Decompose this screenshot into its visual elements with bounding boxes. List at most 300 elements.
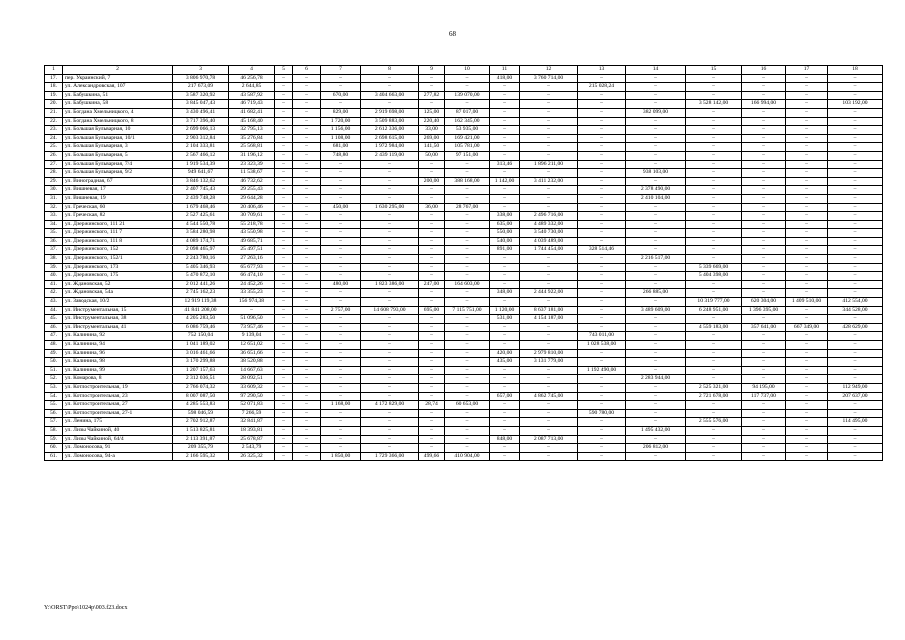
value-cell: – [578, 74, 626, 83]
value-cell: 277,82 [419, 91, 445, 100]
value-cell: – [626, 134, 686, 143]
value-cell: – [275, 409, 293, 418]
value-cell: – [321, 246, 361, 255]
value-cell: – [520, 426, 578, 435]
value-cell: 657,00 [490, 392, 520, 401]
value-cell: 3 846 132,62 [173, 177, 229, 186]
value-cell: 30 709,61 [229, 212, 275, 221]
value-cell: – [786, 143, 828, 152]
table-row [45, 315, 883, 324]
value-cell: – [520, 186, 578, 195]
value-cell: – [828, 452, 883, 461]
value-cell: 2 104 333,81 [173, 143, 229, 152]
value-cell: 43 587,92 [229, 91, 275, 100]
value-cell: – [490, 108, 520, 117]
value-cell: 531,00 [490, 315, 520, 324]
address-cell: ул. Комарова, 8 [63, 375, 173, 384]
value-cell: – [786, 341, 828, 350]
value-cell: – [786, 194, 828, 203]
value-cell: – [490, 341, 520, 350]
value-cell: 28 092,51 [229, 375, 275, 384]
value-cell: 7 115 751,00 [445, 306, 490, 315]
value-cell: – [520, 117, 578, 126]
value-cell: – [419, 375, 445, 384]
value-cell: – [786, 452, 828, 461]
table-row [45, 255, 883, 264]
value-cell: – [445, 255, 490, 264]
value-cell: – [419, 246, 445, 255]
value-cell: 2 098 465,97 [173, 246, 229, 255]
address-cell: ул. Богдана Хмельницкого, 8 [63, 117, 173, 126]
value-cell: 1 972 984,00 [361, 143, 419, 152]
value-cell: – [293, 298, 321, 307]
value-cell: 4 154 187,00 [520, 315, 578, 324]
value-cell: 338,00 [490, 212, 520, 221]
value-cell: 2 243 780,16 [173, 255, 229, 264]
value-cell: – [828, 255, 883, 264]
table-row [45, 358, 883, 367]
value-cell: 14 667,63 [229, 366, 275, 375]
value-cell: 97 151,00 [445, 151, 490, 160]
value-cell: – [275, 126, 293, 135]
value-cell: 125,00 [419, 108, 445, 117]
value-cell: 2 439 119,00 [361, 151, 419, 160]
value-cell: 266 885,00 [626, 289, 686, 298]
table-row [45, 177, 883, 186]
value-cell: – [578, 212, 626, 221]
value-cell: 1 896 211,00 [520, 160, 578, 169]
value-cell: 4 544 550,78 [173, 220, 229, 229]
value-cell: – [275, 134, 293, 143]
value-cell: – [293, 426, 321, 435]
value-cell: 215 028,24 [578, 83, 626, 92]
value-cell: – [520, 100, 578, 109]
value-cell: – [686, 349, 742, 358]
table-row [45, 289, 883, 298]
value-cell: – [626, 160, 686, 169]
value-cell: – [321, 74, 361, 83]
value-cell: – [419, 426, 445, 435]
value-cell: 4 089 174,71 [173, 237, 229, 246]
value-cell: – [275, 280, 293, 289]
value-cell: – [275, 263, 293, 272]
value-cell: – [445, 375, 490, 384]
value-cell: – [445, 229, 490, 238]
value-cell: 344 528,00 [828, 306, 883, 315]
value-cell: 28,74 [419, 401, 445, 410]
value-cell: – [828, 444, 883, 453]
value-cell: – [786, 332, 828, 341]
value-cell: – [626, 177, 686, 186]
value-cell: – [578, 298, 626, 307]
value-cell: – [786, 435, 828, 444]
value-cell: – [490, 323, 520, 332]
value-cell: 2 699 066,13 [173, 126, 229, 135]
row-number-cell: 45. [45, 315, 63, 324]
value-cell: 4 489 332,00 [520, 220, 578, 229]
value-cell: – [686, 186, 742, 195]
value-cell: – [361, 444, 419, 453]
value-cell: 52 071,83 [229, 401, 275, 410]
value-cell: 2 012 441,26 [173, 280, 229, 289]
value-cell: – [293, 203, 321, 212]
value-cell: – [786, 409, 828, 418]
table-row [45, 392, 883, 401]
value-cell: – [578, 435, 626, 444]
value-cell: 27 263,16 [229, 255, 275, 264]
value-cell: – [626, 237, 686, 246]
value-cell: – [626, 366, 686, 375]
value-cell: – [275, 426, 293, 435]
value-cell: – [626, 341, 686, 350]
value-cell: – [686, 220, 742, 229]
table-row [45, 229, 883, 238]
value-cell: – [275, 203, 293, 212]
value-cell: 6 086 759,46 [173, 323, 229, 332]
value-cell: – [321, 186, 361, 195]
value-cell: 3 404 663,00 [361, 91, 419, 100]
row-number-cell: 46. [45, 323, 63, 332]
value-cell: – [361, 177, 419, 186]
value-cell: – [275, 83, 293, 92]
value-cell: – [361, 83, 419, 92]
row-number-cell: 33. [45, 212, 63, 221]
value-cell: – [828, 151, 883, 160]
value-cell: 105 781,00 [445, 143, 490, 152]
value-cell: 43 550,98 [229, 229, 275, 238]
value-cell: – [626, 323, 686, 332]
value-cell: – [321, 358, 361, 367]
value-cell: – [275, 418, 293, 427]
value-cell: – [686, 401, 742, 410]
value-cell: 41 841 208,00 [173, 306, 229, 315]
value-cell: – [578, 452, 626, 461]
value-cell: – [626, 358, 686, 367]
value-cell: – [686, 203, 742, 212]
value-cell: – [520, 298, 578, 307]
value-cell: – [742, 366, 786, 375]
row-number-cell: 47. [45, 332, 63, 341]
value-cell: 635,00 [490, 220, 520, 229]
address-cell: ул. Инструментальная, 38 [63, 315, 173, 324]
value-cell: – [229, 306, 275, 315]
value-cell: – [626, 74, 686, 83]
value-cell: 3 430 496,41 [173, 108, 229, 117]
value-cell: – [321, 349, 361, 358]
value-cell: 499,66 [419, 452, 445, 461]
value-cell: 3 584 280,98 [173, 229, 229, 238]
table-row [45, 108, 883, 117]
value-cell: 5 405 346,93 [173, 263, 229, 272]
value-cell: – [626, 126, 686, 135]
value-cell: 1 108,00 [321, 134, 361, 143]
value-cell: – [445, 409, 490, 418]
value-cell: – [293, 143, 321, 152]
row-number-cell: 55. [45, 401, 63, 410]
value-cell: 1 729 366,00 [361, 452, 419, 461]
value-cell: – [786, 280, 828, 289]
value-cell: – [578, 444, 626, 453]
row-number-cell: 51. [45, 366, 63, 375]
value-cell: – [786, 246, 828, 255]
column-header: 9 [419, 66, 445, 75]
value-cell: – [293, 246, 321, 255]
address-cell: ул. Ждановская, 54а [63, 289, 173, 298]
value-cell: – [742, 177, 786, 186]
value-cell: – [419, 83, 445, 92]
address-cell: ул. Вишневая, 17 [63, 186, 173, 195]
row-number-cell: 29. [45, 177, 63, 186]
value-cell: – [786, 392, 828, 401]
value-cell: 33 609,32 [229, 383, 275, 392]
value-cell: – [275, 366, 293, 375]
value-cell: 4 205 283,50 [173, 315, 229, 324]
value-cell: 435,00 [490, 358, 520, 367]
value-cell: – [275, 74, 293, 83]
value-cell: – [786, 418, 828, 427]
value-cell: – [742, 375, 786, 384]
value-cell: 1 495 432,00 [626, 426, 686, 435]
value-cell: – [275, 358, 293, 367]
value-cell: – [361, 349, 419, 358]
value-cell: – [578, 91, 626, 100]
value-cell: – [293, 349, 321, 358]
value-cell: 388 168,00 [445, 177, 490, 186]
value-cell: – [321, 255, 361, 264]
value-cell: 3 540 730,00 [520, 229, 578, 238]
value-cell: – [742, 108, 786, 117]
value-cell: – [361, 160, 419, 169]
value-cell: 50,00 [419, 151, 445, 160]
value-cell: – [686, 255, 742, 264]
value-cell: – [578, 203, 626, 212]
value-cell: – [520, 108, 578, 117]
value-cell: – [626, 392, 686, 401]
value-cell: – [520, 263, 578, 272]
value-cell: – [321, 444, 361, 453]
table-row [45, 74, 883, 83]
table-row [45, 332, 883, 341]
value-cell: – [786, 349, 828, 358]
value-cell: – [275, 349, 293, 358]
value-cell: – [786, 289, 828, 298]
value-cell: 1 630 295,00 [361, 203, 419, 212]
value-cell: – [578, 418, 626, 427]
row-number-cell: 26. [45, 151, 63, 160]
column-header: 12 [520, 66, 578, 75]
value-cell: – [419, 229, 445, 238]
value-cell: – [490, 91, 520, 100]
table-row [45, 435, 883, 444]
value-cell: 33 355,23 [229, 289, 275, 298]
value-cell: – [686, 366, 742, 375]
table-row [45, 246, 883, 255]
row-number-cell: 17. [45, 74, 63, 83]
value-cell: – [626, 220, 686, 229]
value-cell: – [578, 229, 626, 238]
value-cell: – [321, 315, 361, 324]
value-cell: – [490, 444, 520, 453]
value-cell: – [490, 452, 520, 461]
value-cell: – [445, 418, 490, 427]
value-cell: 94 195,00 [742, 383, 786, 392]
value-cell: – [626, 401, 686, 410]
value-cell: – [361, 246, 419, 255]
value-cell: – [578, 426, 626, 435]
row-number-cell: 44. [45, 306, 63, 315]
table-row [45, 126, 883, 135]
value-cell: 112 949,00 [828, 383, 883, 392]
value-cell: – [445, 358, 490, 367]
value-cell: – [419, 186, 445, 195]
value-cell: 38 520,88 [229, 358, 275, 367]
row-number-cell: 61. [45, 452, 63, 461]
table-row [45, 143, 883, 152]
value-cell: 620 304,00 [742, 298, 786, 307]
value-cell: – [490, 263, 520, 272]
address-cell: ул. Большая Бульварная, 10 [63, 126, 173, 135]
row-number-cell: 52. [45, 375, 63, 384]
value-cell: – [520, 323, 578, 332]
address-cell: ул. Калинина, 92 [63, 332, 173, 341]
address-cell: ул. Греческая, 60 [63, 203, 173, 212]
data-table [44, 65, 883, 461]
value-cell: 10 319 777,00 [686, 298, 742, 307]
column-header: 14 [626, 66, 686, 75]
value-cell: – [742, 143, 786, 152]
value-cell: – [419, 298, 445, 307]
value-cell: – [293, 341, 321, 350]
value-cell: – [419, 349, 445, 358]
value-cell: – [742, 255, 786, 264]
value-cell: – [445, 194, 490, 203]
value-cell: 2 766 074,32 [173, 383, 229, 392]
value-cell: – [445, 323, 490, 332]
value-cell: – [361, 263, 419, 272]
value-cell: – [490, 143, 520, 152]
value-cell: 1 142,00 [490, 177, 520, 186]
value-cell: – [786, 83, 828, 92]
value-cell: 217 673,09 [173, 83, 229, 92]
address-cell: ул. Дзержинского, 175 [63, 272, 173, 281]
value-cell: – [786, 272, 828, 281]
value-cell: – [686, 194, 742, 203]
value-cell: – [445, 74, 490, 83]
value-cell: – [742, 272, 786, 281]
value-cell: – [578, 126, 626, 135]
value-cell: – [445, 383, 490, 392]
value-cell: 2 525 321,00 [686, 383, 742, 392]
value-cell: – [626, 212, 686, 221]
address-cell: ул. Ленина, 175 [63, 418, 173, 427]
value-cell: – [361, 186, 419, 195]
value-cell: – [578, 272, 626, 281]
value-cell: – [445, 220, 490, 229]
value-cell: – [742, 237, 786, 246]
value-cell: – [578, 143, 626, 152]
table-row [45, 409, 883, 418]
value-cell: – [275, 117, 293, 126]
address-cell: ул. Дзержинского, 152 [63, 246, 173, 255]
value-cell: – [828, 203, 883, 212]
value-cell: 667 349,00 [786, 323, 828, 332]
address-cell: ул. Инструментальная, 41 [63, 323, 173, 332]
value-cell: – [275, 91, 293, 100]
value-cell: – [686, 108, 742, 117]
value-cell: 2 721 678,00 [686, 392, 742, 401]
table-row [45, 426, 883, 435]
value-cell: – [293, 229, 321, 238]
value-cell: 3 411 232,00 [520, 177, 578, 186]
value-cell: 18 393,81 [229, 426, 275, 435]
value-cell: – [686, 229, 742, 238]
value-cell: – [742, 426, 786, 435]
value-cell: 36 651,66 [229, 349, 275, 358]
value-cell: 269,00 [419, 134, 445, 143]
value-cell: 139 070,00 [445, 91, 490, 100]
value-cell: – [828, 134, 883, 143]
row-number-cell: 35. [45, 229, 63, 238]
column-header: 7 [321, 66, 361, 75]
table-row [45, 341, 883, 350]
value-cell: – [578, 169, 626, 178]
value-cell: – [293, 366, 321, 375]
value-cell: – [686, 452, 742, 461]
value-cell: – [490, 280, 520, 289]
value-cell: 550,00 [490, 229, 520, 238]
value-cell: – [490, 255, 520, 264]
value-cell: – [361, 229, 419, 238]
row-number-cell: 43. [45, 298, 63, 307]
value-cell: 450,00 [321, 203, 361, 212]
row-number-cell: 57. [45, 418, 63, 427]
value-cell: 200,00 [419, 177, 445, 186]
table-row [45, 263, 883, 272]
value-cell: – [742, 315, 786, 324]
value-cell: – [419, 409, 445, 418]
table-row [45, 375, 883, 384]
value-cell: 1 120,00 [490, 306, 520, 315]
value-cell: – [742, 194, 786, 203]
value-cell: – [293, 332, 321, 341]
value-cell: – [445, 237, 490, 246]
value-cell: – [293, 237, 321, 246]
value-cell: – [828, 186, 883, 195]
value-cell: – [578, 289, 626, 298]
value-cell: – [361, 366, 419, 375]
value-cell: 590 780,00 [578, 409, 626, 418]
value-cell: 5 470 872,10 [173, 272, 229, 281]
value-cell: 681,00 [321, 143, 361, 152]
value-cell: – [520, 341, 578, 350]
address-cell: ул. Виноградная, 67 [63, 177, 173, 186]
value-cell: – [686, 409, 742, 418]
value-cell: – [686, 444, 742, 453]
value-cell: – [361, 289, 419, 298]
value-cell: – [786, 220, 828, 229]
value-cell: – [445, 298, 490, 307]
value-cell: – [626, 203, 686, 212]
value-cell: – [786, 263, 828, 272]
value-cell: – [520, 203, 578, 212]
value-cell: 313,46 [490, 160, 520, 169]
value-cell: 73 957,46 [229, 323, 275, 332]
value-cell: – [686, 83, 742, 92]
value-cell: – [686, 91, 742, 100]
value-cell: 2 410 104,00 [626, 194, 686, 203]
column-header: 15 [686, 66, 742, 75]
address-cell: ул. Вишневая, 19 [63, 194, 173, 203]
